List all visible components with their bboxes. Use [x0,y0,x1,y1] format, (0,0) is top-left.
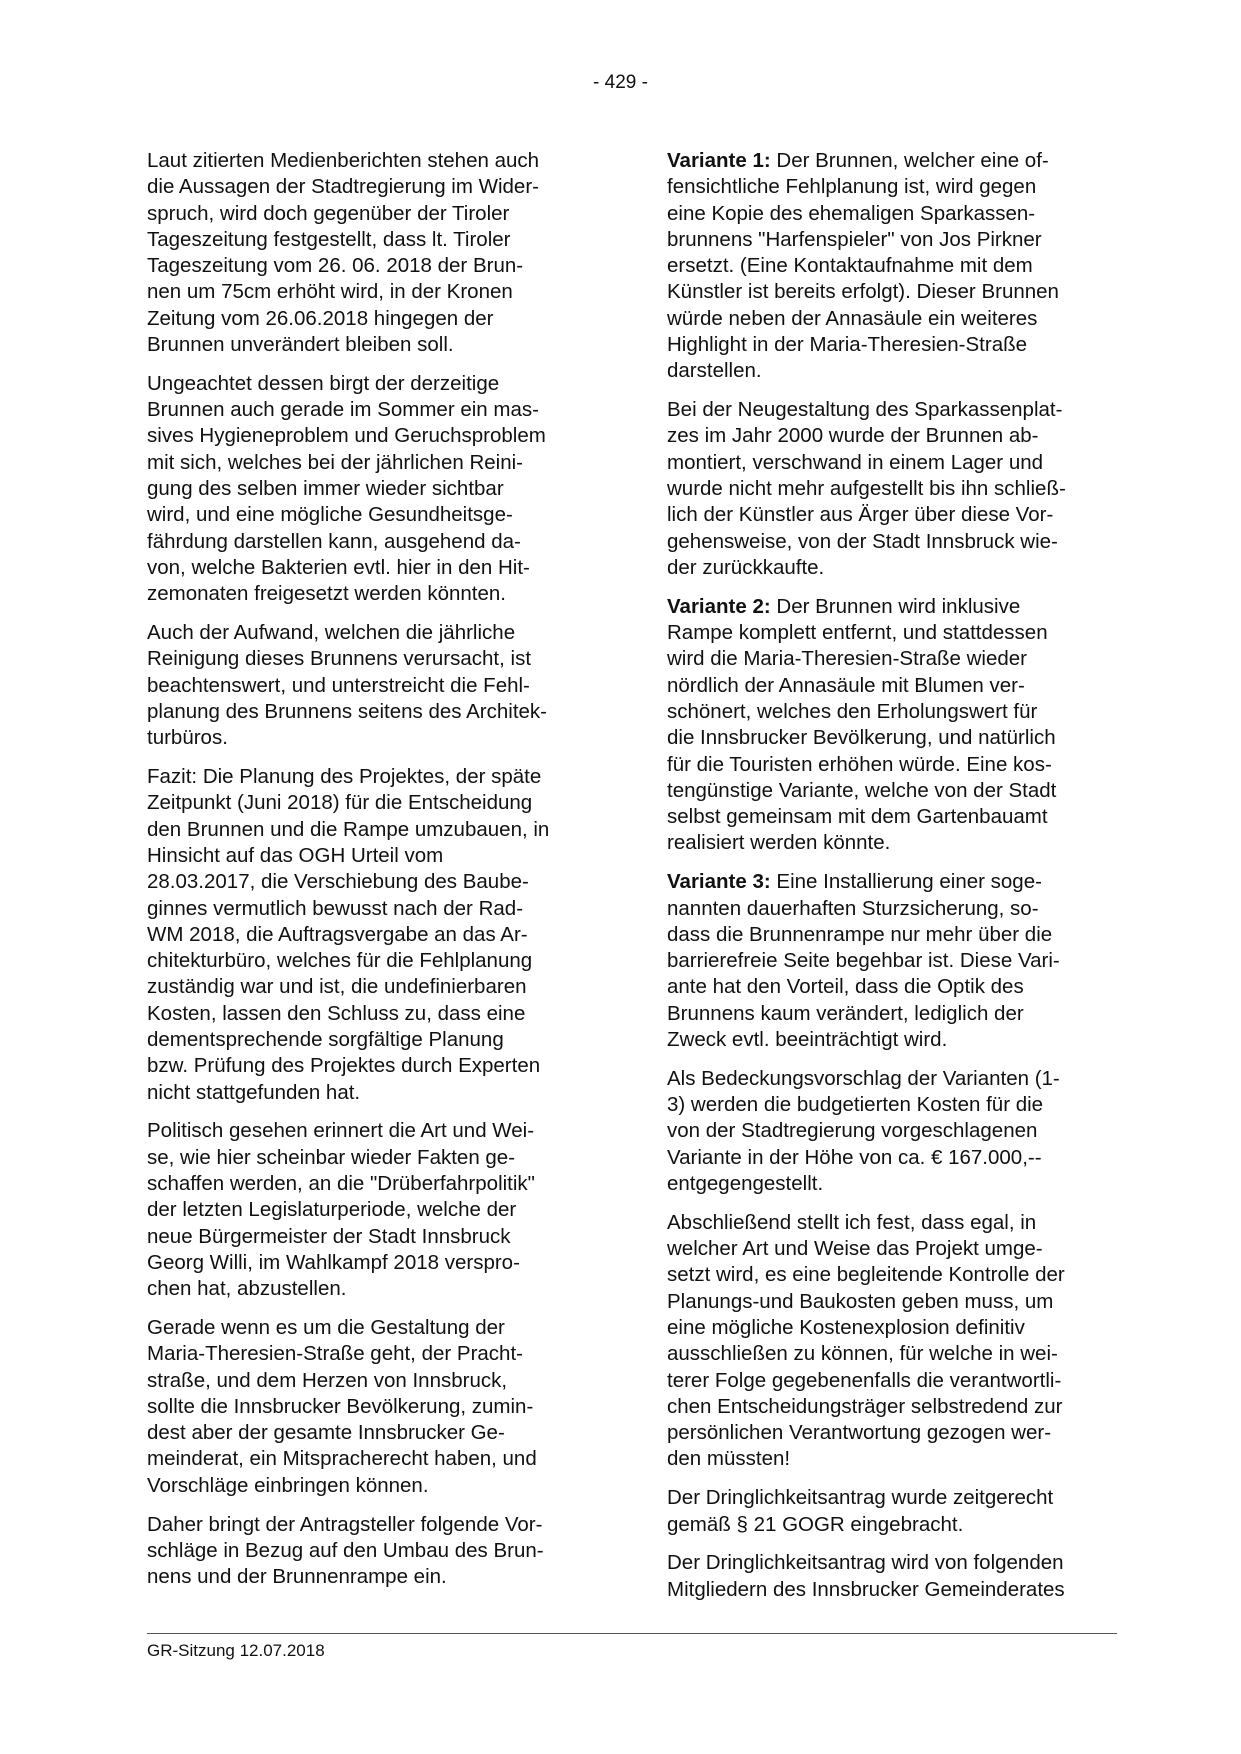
paragraph-variante-1 [667,148,1135,385]
paragraph-abschliessend: Abschließend stellt ich fest, dass egal, in welcher Art und Weise das Projekt umge- setzt wird, es eine begleitende Kontrolle der Planungs-und Baukosten geben muss, um eine mögliche Kostenexplosion definitiv ausschließen zu können, für welche in wei- terer Folge gegebenenfalls die verantwortli- chen Entscheidungsträger selbstredend zur persönlichen Verantwortung gezogen wer- den müssten! [667,1210,1065,1471]
right-column [667,148,1135,1615]
variant-2-text: Der Brunnen wird inklusive Rampe komplett entfernt, und stattdessen wird die Maria-Theresien-Straße wieder nördlich der Annasäule mit Blumen ver- schönert, welches den Erholungswert für die Innsbrucker Bevölkerung, und natürlich für die Touristen erhöhen würde. Eine kos- tengünstige Variante, welche von der Stadt selbst gemeinsam mit dem Gartenbauamt realisiert werden könnte. [667,594,1057,855]
variant-3-label: Variante 3: [667,870,771,894]
paragraph-hygieneproblem: Ungeachtet dessen birgt der derzeitige Brunnen auch gerade im Sommer ein mas- sives Hygieneproblem und Geruchsproblem mit sich, welches bei der jährlichen Reini- gung des selben immer wieder sichtbar wird, und eine mögliche Gesundheitsge- fährdung darstellen kann, ausgehend da- von, welche Bakterien evtl. hier in den Hit- zemonaten freigesetzt werden könnten. [147,371,546,606]
paragraph-gestaltung: Gerade wenn es um die Gestaltung der Maria-Theresien-Straße geht, der Pracht- straße, und dem Herzen von Innsbruck, sollte die Innsbrucker Bevölkerung, zumin- dest aber der gesamte Innsbrucker Ge- meinderat, ein Mitspracherecht haben, und Vorschläge einbringen können. [147,1315,537,1497]
paragraph-aufwand: Auch der Aufwand, welchen die jährliche Reinigung dieses Brunnens verursacht, ist beachtenswert, und unterstreicht die Fehl- planung des Brunnens seitens des Architek- turbüros. [147,621,548,750]
footer-session-date: GR-Sitzung 12.07.2018 [147,1641,325,1660]
left-column [147,148,615,1603]
paragraph-fazit: Fazit: Die Planung des Projektes, der späte Zeitpunkt (Juni 2018) für die Entscheidung den Brunnen und die Rampe umzubauen, in Hinsicht auf das OGH Urteil vom 28.03.2017, die Verschiebung des Baube- ginnes vermutlich bewusst nach der Rad- WM 2018, die Auftragsvergabe an das Ar- chitekturbüro, welches für die Fehlplanung zuständig war und ist, die undefinierbaren Kosten, lassen den Schluss zu, dass eine dementsprechende sorgfältige Planung bzw. Prüfung des Projektes durch Experten nicht stattgefunden hat. [147,765,550,1104]
variant-3-text: Eine Installierung einer soge- nannten dauerhaften Sturzsicherung, so- dass die Brunnenrampe nur mehr über die barrierefreie Seite begehbar ist. Diese Vari- ante hat den Vorteil, dass die Optik des Brunnens kaum verändert, lediglich der Zweck evtl. beeinträchtigt wird. [667,870,1060,1051]
paragraph-bedeckung: Als Bedeckungsvorschlag der Varianten (1- 3) werden die budgetierten Kosten für die von der Stadtregierung vorgeschlagenen Variante in der Höhe von ca. € 167.000,-- entgegengestellt. [667,1066,1060,1195]
paragraph-politisch: Politisch gesehen erinnert die Art und Wei- se, wie hier scheinbar wieder Fakten ge- schaffen werden, an die "Drüberfahrpolitik" der letzten Legislaturperiode, welche der neue Bürgermeister der Stadt Innsbruck Georg Willi, im Wahlkampf 2018 verspro- chen hat, abzustellen. [147,1119,535,1301]
paragraph-dringlichkeit-eingebracht: Der Dringlichkeitsantrag wurde zeitgerecht gemäß § 21 GOGR eingebracht. [667,1486,1054,1536]
paragraph-variante-3 [667,869,1135,1053]
variant-1-label: Variante 1: [667,149,771,172]
variant-1-text: Der Brunnen, welcher eine of- fensichtliche Fehlplanung ist, wird gegen eine Kopie des ehemaligen Sparkassen- brunnens "Harfenspieler" von Jos Pirkner ersetzt. (Eine Kontaktaufnahme mit dem Künstler ist bereits erfolgt). Dieser Brunnen würde neben der Annasäule ein weiteres Highlight in der Maria-Theresien-Straße darstellen. [667,149,1059,383]
paragraph-medienberichte: Laut zitierten Medienberichten stehen auch die Aussagen der Stadtregierung im Wider- spruch, wird doch gegenüber der Tiroler Tageszeitung festgestellt, dass lt. Tiroler Tageszeitung vom 26. 06. 2018 der Brun- nen um 75cm erhöht wird, in der Kronen Zeitung vom 26.06.2018 hingegen der Brunnen unverändert bleiben soll. [147,149,540,357]
page-number: - 429 - [593,72,648,93]
footer-divider [147,1633,1117,1634]
paragraph-neugestaltung: Bei der Neugestaltung des Sparkassenplat- zes im Jahr 2000 wurde der Brunnen ab- montiert, verschwand in einem Lager und wurde nicht mehr aufgestellt bis ihn schließ- lich der Künstler aus Ärger über diese Vor- gehensweise, von der Stadt Innsbruck wie- der zurückkaufte. [667,398,1066,579]
paragraph-variante-2 [667,594,1135,857]
variant-2-label: Variante 2: [667,594,771,618]
paragraph-dringlichkeit-mitglieder: Der Dringlichkeitsantrag wird von folgenden Mitgliedern des Innsbrucker Gemeinderates [667,1551,1065,1601]
paragraph-vorschlaege: Daher bringt der Antragsteller folgende Vor- schläge in Bezug auf den Umbau des Brun- nens und der Brunnenrampe ein. [147,1512,544,1589]
